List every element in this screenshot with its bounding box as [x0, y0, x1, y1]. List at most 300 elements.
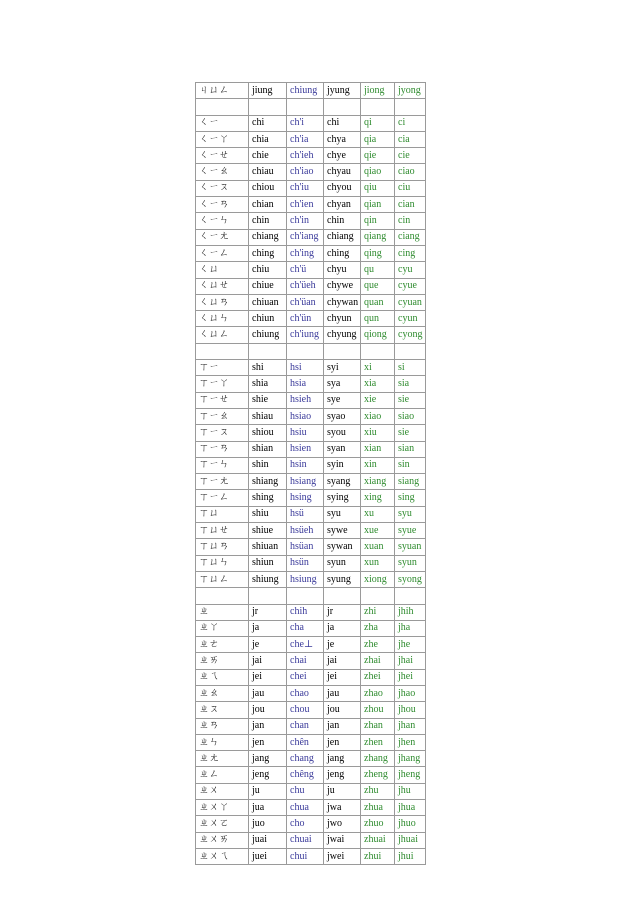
zhuyin-cell: ㄓ — [196, 604, 249, 620]
table-row — [196, 669, 426, 685]
wade-giles-cell: chêng — [287, 767, 324, 783]
zhuyin-cell: ㄒㄧㄥ — [196, 490, 249, 506]
tongyong-pinyin-cell: jhei — [395, 669, 426, 685]
mps2-cell: chie — [249, 148, 287, 164]
zhuyin-cell: ㄑㄧㄝ — [196, 148, 249, 164]
tongyong-pinyin-cell: jhou — [395, 702, 426, 718]
mps2-cell: juo — [249, 816, 287, 832]
wade-giles-cell: hsüan — [287, 539, 324, 555]
mps2-cell: jai — [249, 653, 287, 669]
mps2-cell: chiou — [249, 180, 287, 196]
tongyong-variant-cell: chin — [324, 213, 361, 229]
zhuyin-cell: ㄑㄧㄥ — [196, 245, 249, 261]
tongyong-pinyin-cell: cyue — [395, 278, 426, 294]
hanyu-pinyin-cell: qin — [361, 213, 395, 229]
tongyong-pinyin-cell: syue — [395, 523, 426, 539]
wade-giles-cell: ch'i — [287, 115, 324, 131]
table-row — [196, 180, 426, 196]
tongyong-variant-cell: jang — [324, 751, 361, 767]
tongyong-pinyin-cell: cie — [395, 148, 426, 164]
mps2-cell: shiau — [249, 408, 287, 424]
tongyong-pinyin-cell: sin — [395, 457, 426, 473]
wade-giles-cell: hsiao — [287, 408, 324, 424]
tongyong-pinyin-cell: ci — [395, 115, 426, 131]
tongyong-variant-cell: syao — [324, 408, 361, 424]
wade-giles-cell: hsiu — [287, 425, 324, 441]
hanyu-pinyin-cell: xiang — [361, 474, 395, 490]
zhuyin-cell: ㄓㄟ — [196, 669, 249, 685]
zhuyin-cell: ㄓㄨㄞ — [196, 832, 249, 848]
zhuyin-cell: ㄒㄧㄡ — [196, 425, 249, 441]
wade-giles-cell: chuai — [287, 832, 324, 848]
tongyong-variant-cell: syin — [324, 457, 361, 473]
mps2-cell: chiu — [249, 262, 287, 278]
hanyu-pinyin-cell: zhuai — [361, 832, 395, 848]
hanyu-pinyin-cell: zhou — [361, 702, 395, 718]
table-row — [196, 653, 426, 669]
tongyong-variant-cell: jai — [324, 653, 361, 669]
table-row — [196, 457, 426, 473]
table-row — [196, 441, 426, 457]
zhuyin-cell: ㄓㄢ — [196, 718, 249, 734]
table-row — [196, 408, 426, 424]
table-row — [196, 604, 426, 620]
hanyu-pinyin-cell: qiang — [361, 229, 395, 245]
tongyong-variant-cell: syou — [324, 425, 361, 441]
zhuyin-cell: ㄒㄧㄝ — [196, 392, 249, 408]
tongyong-pinyin-cell: cing — [395, 245, 426, 261]
mps2-cell: chiue — [249, 278, 287, 294]
table-row — [196, 311, 426, 327]
mps2-cell: jan — [249, 718, 287, 734]
zhuyin-cell: ㄒㄧㄢ — [196, 441, 249, 457]
tongyong-variant-cell: chyou — [324, 180, 361, 196]
wade-giles-cell: ch'üeh — [287, 278, 324, 294]
mps2-cell: shi — [249, 360, 287, 376]
mps2-cell: chia — [249, 131, 287, 147]
mps2-cell: shiuan — [249, 539, 287, 555]
mps2-cell: jiung — [249, 83, 287, 99]
mps2-cell: jou — [249, 702, 287, 718]
hanyu-pinyin-cell: zha — [361, 620, 395, 636]
zhuyin-cell: ㄓㄤ — [196, 751, 249, 767]
zhuyin-cell: ㄐㄩㄥ — [196, 83, 249, 99]
tongyong-variant-cell: sywe — [324, 523, 361, 539]
wade-giles-cell: hsiang — [287, 474, 324, 490]
tongyong-pinyin-cell: jhuai — [395, 832, 426, 848]
tongyong-variant-cell: jwai — [324, 832, 361, 848]
tongyong-variant-cell: chye — [324, 148, 361, 164]
zhuyin-cell: ㄒㄩㄥ — [196, 571, 249, 587]
wade-giles-cell: chai — [287, 653, 324, 669]
table-row — [196, 702, 426, 718]
hanyu-pinyin-cell: xie — [361, 392, 395, 408]
tongyong-variant-cell: jwei — [324, 848, 361, 864]
zhuyin-cell: ㄒㄧㄤ — [196, 474, 249, 490]
wade-giles-cell: chan — [287, 718, 324, 734]
tongyong-pinyin-cell: ciang — [395, 229, 426, 245]
tongyong-variant-cell: syu — [324, 506, 361, 522]
table-row — [196, 229, 426, 245]
tongyong-pinyin-cell: jhan — [395, 718, 426, 734]
mps2-cell: shia — [249, 376, 287, 392]
mps2-cell: shiue — [249, 523, 287, 539]
hanyu-pinyin-cell: xia — [361, 376, 395, 392]
table-row — [196, 523, 426, 539]
tongyong-pinyin-cell: jhuo — [395, 816, 426, 832]
hanyu-pinyin-cell: zhi — [361, 604, 395, 620]
mps2-cell: jr — [249, 604, 287, 620]
tongyong-pinyin-cell: jhe — [395, 637, 426, 653]
tongyong-pinyin-cell: cyuan — [395, 294, 426, 310]
table-row — [196, 197, 426, 213]
tongyong-variant-cell: chywe — [324, 278, 361, 294]
tongyong-variant-cell: sya — [324, 376, 361, 392]
tongyong-pinyin-cell: sie — [395, 425, 426, 441]
hanyu-pinyin-cell: xiong — [361, 571, 395, 587]
mps2-cell: jang — [249, 751, 287, 767]
table-row — [196, 213, 426, 229]
tongyong-variant-cell: ja — [324, 620, 361, 636]
hanyu-pinyin-cell: qiao — [361, 164, 395, 180]
hanyu-pinyin-cell: qing — [361, 245, 395, 261]
zhuyin-cell — [196, 588, 249, 604]
hanyu-pinyin-cell: zhan — [361, 718, 395, 734]
zhuyin-cell: ㄒㄩㄝ — [196, 523, 249, 539]
tongyong-pinyin-cell: jhai — [395, 653, 426, 669]
tongyong-pinyin-cell: syong — [395, 571, 426, 587]
table-row — [196, 832, 426, 848]
tongyong-variant-cell: sye — [324, 392, 361, 408]
zhuyin-cell: ㄓㄠ — [196, 685, 249, 701]
tongyong-pinyin-cell: jhang — [395, 751, 426, 767]
tongyong-pinyin-cell: cia — [395, 131, 426, 147]
table-row — [196, 83, 426, 99]
wade-giles-cell: cho — [287, 816, 324, 832]
zhuyin-cell: ㄓㄜ — [196, 637, 249, 653]
table-row — [196, 392, 426, 408]
zhuyin-cell: ㄒㄩㄣ — [196, 555, 249, 571]
hanyu-pinyin-cell: qian — [361, 197, 395, 213]
wade-giles-cell: hsü — [287, 506, 324, 522]
hanyu-pinyin-cell — [361, 99, 395, 115]
table-row — [196, 490, 426, 506]
mps2-cell: chi — [249, 115, 287, 131]
wade-giles-cell: chou — [287, 702, 324, 718]
mps2-cell: shing — [249, 490, 287, 506]
tongyong-pinyin-cell: syu — [395, 506, 426, 522]
tongyong-pinyin-cell: cian — [395, 197, 426, 213]
tongyong-pinyin-cell: cin — [395, 213, 426, 229]
tongyong-variant-cell: ching — [324, 245, 361, 261]
wade-giles-cell: chên — [287, 734, 324, 750]
table-row — [196, 816, 426, 832]
wade-giles-cell: hsi — [287, 360, 324, 376]
tongyong-pinyin-cell: jha — [395, 620, 426, 636]
tongyong-variant-cell: jei — [324, 669, 361, 685]
table-row — [196, 131, 426, 147]
tongyong-variant-cell: syi — [324, 360, 361, 376]
hanyu-pinyin-cell: xun — [361, 555, 395, 571]
tongyong-variant-cell: sying — [324, 490, 361, 506]
zhuyin-cell: ㄒㄩㄢ — [196, 539, 249, 555]
tongyong-variant-cell: chywan — [324, 294, 361, 310]
tongyong-variant-cell: jwa — [324, 800, 361, 816]
table-row — [196, 637, 426, 653]
zhuyin-cell: ㄑㄧㄤ — [196, 229, 249, 245]
zhuyin-cell: ㄑㄧㄢ — [196, 197, 249, 213]
wade-giles-cell: ch'iang — [287, 229, 324, 245]
hanyu-pinyin-cell: zhuo — [361, 816, 395, 832]
hanyu-pinyin-cell: qiong — [361, 327, 395, 343]
table-row — [196, 115, 426, 131]
tongyong-variant-cell: ju — [324, 783, 361, 799]
tongyong-variant-cell: je — [324, 637, 361, 653]
zhuyin-cell: ㄒㄧ — [196, 360, 249, 376]
tongyong-pinyin-cell: siao — [395, 408, 426, 424]
hanyu-pinyin-cell: xi — [361, 360, 395, 376]
wade-giles-cell: hsün — [287, 555, 324, 571]
wade-giles-cell: hsüeh — [287, 523, 324, 539]
table-row — [196, 848, 426, 864]
table-row — [196, 620, 426, 636]
tongyong-pinyin-cell: jhih — [395, 604, 426, 620]
tongyong-pinyin-cell: jhua — [395, 800, 426, 816]
tongyong-pinyin-cell — [395, 588, 426, 604]
spacer-row — [196, 99, 426, 115]
hanyu-pinyin-cell: zhen — [361, 734, 395, 750]
wade-giles-cell — [287, 588, 324, 604]
romanization-table — [195, 82, 426, 865]
tongyong-pinyin-cell: sing — [395, 490, 426, 506]
tongyong-variant-cell: jen — [324, 734, 361, 750]
tongyong-variant-cell: chyan — [324, 197, 361, 213]
tongyong-variant-cell: syang — [324, 474, 361, 490]
tongyong-pinyin-cell: jhao — [395, 685, 426, 701]
hanyu-pinyin-cell: zhui — [361, 848, 395, 864]
wade-giles-cell — [287, 99, 324, 115]
zhuyin-cell: ㄓㄨ — [196, 783, 249, 799]
zhuyin-cell: ㄓㄥ — [196, 767, 249, 783]
tongyong-pinyin-cell: cyu — [395, 262, 426, 278]
hanyu-pinyin-cell — [361, 343, 395, 359]
wade-giles-cell: hsiung — [287, 571, 324, 587]
spacer-row — [196, 343, 426, 359]
tongyong-variant-cell: jyung — [324, 83, 361, 99]
mps2-cell: shiu — [249, 506, 287, 522]
zhuyin-cell — [196, 343, 249, 359]
hanyu-pinyin-cell: qun — [361, 311, 395, 327]
mps2-cell: shiou — [249, 425, 287, 441]
wade-giles-cell: che⊥ — [287, 637, 324, 653]
table-row — [196, 148, 426, 164]
mps2-cell: ja — [249, 620, 287, 636]
table-row — [196, 294, 426, 310]
zhuyin-cell: ㄓㄨㄚ — [196, 800, 249, 816]
mps2-cell: je — [249, 637, 287, 653]
tongyong-variant-cell: jou — [324, 702, 361, 718]
table-row — [196, 474, 426, 490]
table-row — [196, 164, 426, 180]
zhuyin-cell: ㄒㄧㄚ — [196, 376, 249, 392]
tongyong-variant-cell: chiang — [324, 229, 361, 245]
hanyu-pinyin-cell: xuan — [361, 539, 395, 555]
zhuyin-cell: ㄒㄧㄣ — [196, 457, 249, 473]
wade-giles-cell: ch'in — [287, 213, 324, 229]
wade-giles-cell: chui — [287, 848, 324, 864]
zhuyin-cell: ㄓㄨㄟ — [196, 848, 249, 864]
wade-giles-cell: chih — [287, 604, 324, 620]
zhuyin-cell: ㄓㄣ — [196, 734, 249, 750]
wade-giles-cell — [287, 343, 324, 359]
tongyong-variant-cell: chya — [324, 131, 361, 147]
wade-giles-cell: ch'ü — [287, 262, 324, 278]
mps2-cell: juei — [249, 848, 287, 864]
tongyong-variant-cell: sywan — [324, 539, 361, 555]
mps2-cell: jen — [249, 734, 287, 750]
hanyu-pinyin-cell: zhai — [361, 653, 395, 669]
tongyong-pinyin-cell: siang — [395, 474, 426, 490]
wade-giles-cell: hsieh — [287, 392, 324, 408]
mps2-cell: chiang — [249, 229, 287, 245]
table-row — [196, 278, 426, 294]
mps2-cell: shie — [249, 392, 287, 408]
table-row — [196, 751, 426, 767]
hanyu-pinyin-cell: que — [361, 278, 395, 294]
tongyong-variant-cell: jeng — [324, 767, 361, 783]
zhuyin-cell: ㄑㄧㄣ — [196, 213, 249, 229]
wade-giles-cell: chao — [287, 685, 324, 701]
tongyong-variant-cell: chyun — [324, 311, 361, 327]
wade-giles-cell: ch'üan — [287, 294, 324, 310]
tongyong-variant-cell: syun — [324, 555, 361, 571]
zhuyin-cell: ㄑㄧㄚ — [196, 131, 249, 147]
zhuyin-cell — [196, 99, 249, 115]
mps2-cell — [249, 343, 287, 359]
zhuyin-cell: ㄓㄞ — [196, 653, 249, 669]
wade-giles-cell: chei — [287, 669, 324, 685]
mps2-cell: shin — [249, 457, 287, 473]
table-row — [196, 539, 426, 555]
zhuyin-cell: ㄑㄩㄥ — [196, 327, 249, 343]
hanyu-pinyin-cell: xian — [361, 441, 395, 457]
tongyong-pinyin-cell: syun — [395, 555, 426, 571]
hanyu-pinyin-cell: zhang — [361, 751, 395, 767]
zhuyin-cell: ㄒㄩ — [196, 506, 249, 522]
tongyong-pinyin-cell: ciu — [395, 180, 426, 196]
tongyong-pinyin-cell: cyong — [395, 327, 426, 343]
hanyu-pinyin-cell: zhei — [361, 669, 395, 685]
wade-giles-cell: hsia — [287, 376, 324, 392]
table-row — [196, 360, 426, 376]
tongyong-pinyin-cell: jhui — [395, 848, 426, 864]
hanyu-pinyin-cell: xue — [361, 523, 395, 539]
tongyong-variant-cell: chyau — [324, 164, 361, 180]
mps2-cell: ju — [249, 783, 287, 799]
table-row — [196, 376, 426, 392]
zhuyin-cell: ㄓㄨㄛ — [196, 816, 249, 832]
wade-giles-cell: chang — [287, 751, 324, 767]
table-row — [196, 734, 426, 750]
hanyu-pinyin-cell: qiu — [361, 180, 395, 196]
tongyong-pinyin-cell: cyun — [395, 311, 426, 327]
tongyong-pinyin-cell: syuan — [395, 539, 426, 555]
zhuyin-cell: ㄓㄡ — [196, 702, 249, 718]
table-row — [196, 685, 426, 701]
tongyong-variant-cell: syung — [324, 571, 361, 587]
mps2-cell: chiung — [249, 327, 287, 343]
wade-giles-cell: ch'ing — [287, 245, 324, 261]
zhuyin-cell: ㄑㄧㄡ — [196, 180, 249, 196]
tongyong-variant-cell: jwo — [324, 816, 361, 832]
hanyu-pinyin-cell: qi — [361, 115, 395, 131]
zhuyin-cell: ㄑㄩ — [196, 262, 249, 278]
mps2-cell: chian — [249, 197, 287, 213]
table-row — [196, 767, 426, 783]
wade-giles-cell: ch'iu — [287, 180, 324, 196]
table-row — [196, 571, 426, 587]
mps2-cell — [249, 99, 287, 115]
wade-giles-cell: ch'ün — [287, 311, 324, 327]
hanyu-pinyin-cell: zheng — [361, 767, 395, 783]
wade-giles-cell: hsing — [287, 490, 324, 506]
mps2-cell: shiun — [249, 555, 287, 571]
hanyu-pinyin-cell: qia — [361, 131, 395, 147]
table-row — [196, 783, 426, 799]
tongyong-pinyin-cell: sian — [395, 441, 426, 457]
wade-giles-cell: chu — [287, 783, 324, 799]
hanyu-pinyin-cell: xing — [361, 490, 395, 506]
tongyong-variant-cell: jan — [324, 718, 361, 734]
tongyong-pinyin-cell: sia — [395, 376, 426, 392]
tongyong-pinyin-cell: jheng — [395, 767, 426, 783]
table-row — [196, 245, 426, 261]
table-row — [196, 800, 426, 816]
tongyong-variant-cell: jr — [324, 604, 361, 620]
tongyong-pinyin-cell: jyong — [395, 83, 426, 99]
tongyong-variant-cell: chi — [324, 115, 361, 131]
hanyu-pinyin-cell: zhu — [361, 783, 395, 799]
mps2-cell: jau — [249, 685, 287, 701]
wade-giles-cell: cha — [287, 620, 324, 636]
mps2-cell — [249, 588, 287, 604]
zhuyin-cell: ㄑㄩㄝ — [196, 278, 249, 294]
wade-giles-cell: ch'iao — [287, 164, 324, 180]
tongyong-variant-cell: chyu — [324, 262, 361, 278]
table-row — [196, 718, 426, 734]
mps2-cell: jua — [249, 800, 287, 816]
wade-giles-cell: hsin — [287, 457, 324, 473]
tongyong-variant-cell: jau — [324, 685, 361, 701]
mps2-cell: juai — [249, 832, 287, 848]
hanyu-pinyin-cell: quan — [361, 294, 395, 310]
zhuyin-cell: ㄒㄧㄠ — [196, 408, 249, 424]
table-row — [196, 555, 426, 571]
tongyong-variant-cell: syan — [324, 441, 361, 457]
zhuyin-cell: ㄑㄩㄣ — [196, 311, 249, 327]
tongyong-pinyin-cell — [395, 99, 426, 115]
hanyu-pinyin-cell: qu — [361, 262, 395, 278]
hanyu-pinyin-cell: jiong — [361, 83, 395, 99]
tongyong-pinyin-cell — [395, 343, 426, 359]
mps2-cell: chin — [249, 213, 287, 229]
hanyu-pinyin-cell: qie — [361, 148, 395, 164]
hanyu-pinyin-cell: zhe — [361, 637, 395, 653]
tongyong-pinyin-cell: jhu — [395, 783, 426, 799]
mps2-cell: shian — [249, 441, 287, 457]
zhuyin-cell: ㄑㄧ — [196, 115, 249, 131]
wade-giles-cell: ch'iung — [287, 327, 324, 343]
